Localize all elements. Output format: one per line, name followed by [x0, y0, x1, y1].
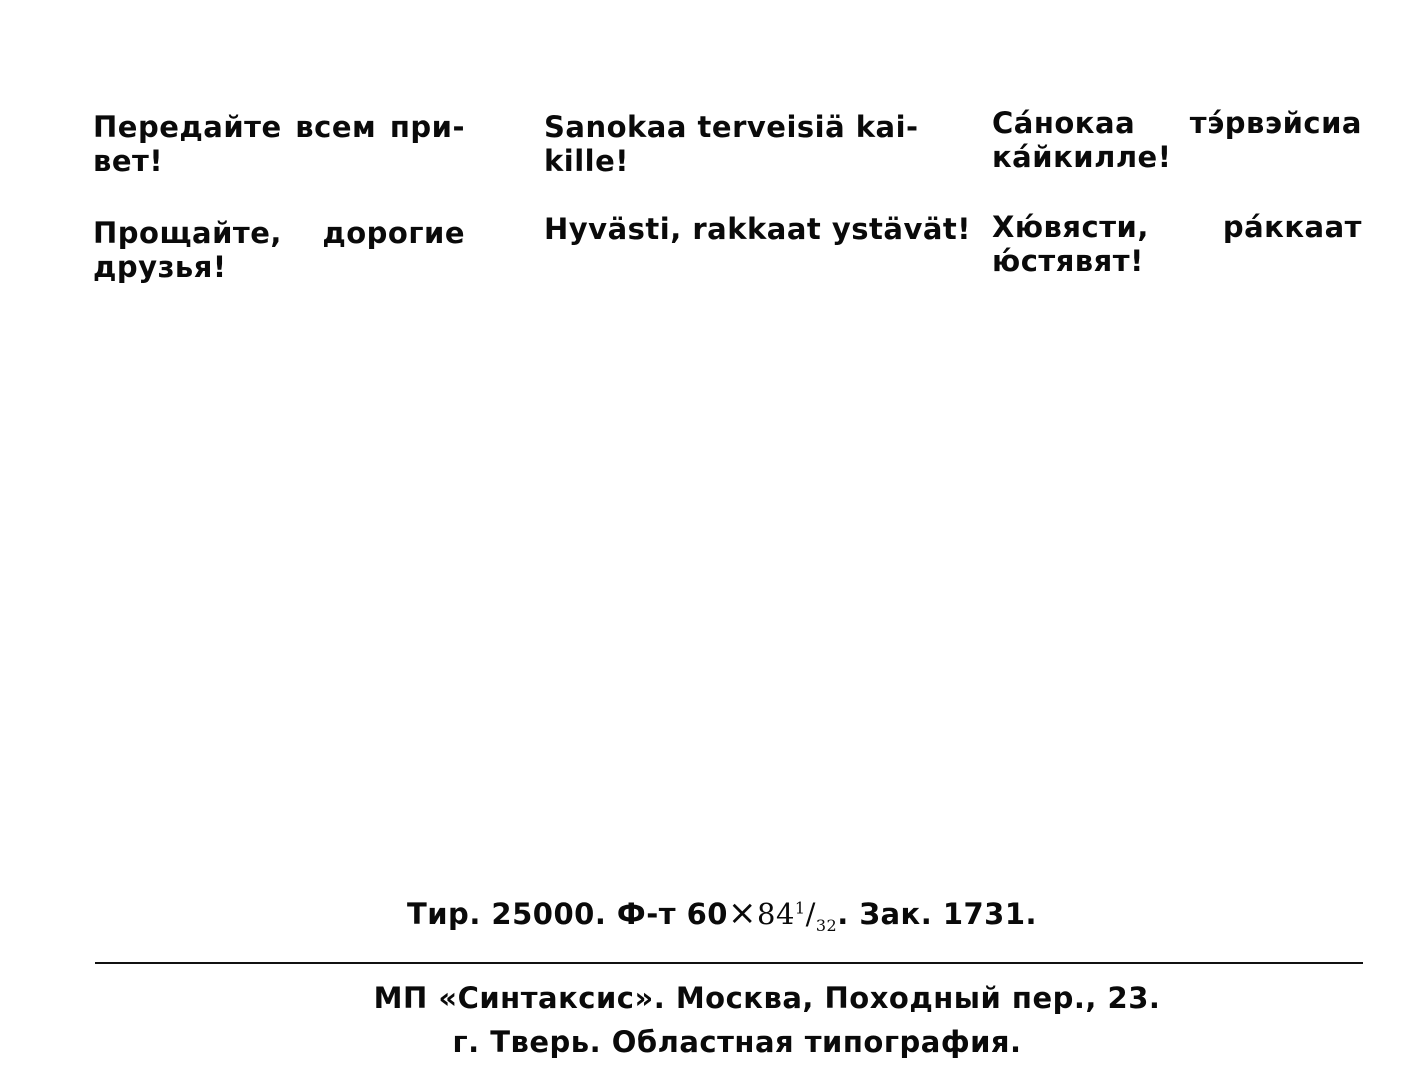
- format-slash: /: [805, 897, 816, 931]
- publisher-line: МП «Синтаксис». Москва, Походный пер., 23.: [373, 981, 1161, 1015]
- phrase-1-transcription-line2: ка́йкилле!: [992, 140, 1172, 174]
- phrase-1-finnish: [544, 110, 919, 178]
- phrase-2-transcription: [992, 210, 1362, 278]
- phrase-2-transcription-line1: Хю́вясти, ра́ккаат: [992, 210, 1362, 244]
- phrase-2-finnish: [544, 212, 972, 246]
- imprint-divider: [95, 962, 1363, 964]
- format-base: 84: [757, 897, 795, 931]
- phrase-1-transcription: [992, 106, 1362, 174]
- times-sign: ×: [728, 893, 757, 933]
- phrase-2-transcription-line2: ю́стявят!: [992, 244, 1144, 278]
- format-numerator: 1: [794, 898, 806, 918]
- format-denominator: 32: [815, 915, 838, 935]
- print-run-line: [12, 893, 1420, 935]
- phrase-2-finnish-line1: Hyvästi, rakkaat ystävät!: [544, 212, 972, 246]
- printing-house-line: г. Тверь. Областная типография.: [452, 1025, 1022, 1059]
- phrase-2-russian-line1: Прощайте, дорогие: [93, 216, 465, 250]
- phrase-1-transcription-line1: Са́нокаа тэ́рвэйсиа: [992, 106, 1362, 140]
- print-run-prefix: Тир. 25000. Ф-т 60: [406, 897, 728, 931]
- phrase-1-finnish-line1: Sanokaa terveisiä kai-: [544, 110, 919, 144]
- phrase-1-finnish-line2: kille!: [544, 144, 630, 178]
- phrase-table: [0, 0, 1420, 320]
- phrase-1-russian-line1: Передайте всем при-: [93, 110, 465, 144]
- phrase-1-russian-line2: вет!: [93, 144, 164, 178]
- phrase-1-russian: [93, 110, 465, 178]
- order-number: . Зак. 1731.: [837, 897, 1038, 931]
- phrase-2-russian: [93, 216, 465, 284]
- phrase-2-russian-line2: друзья!: [93, 250, 227, 284]
